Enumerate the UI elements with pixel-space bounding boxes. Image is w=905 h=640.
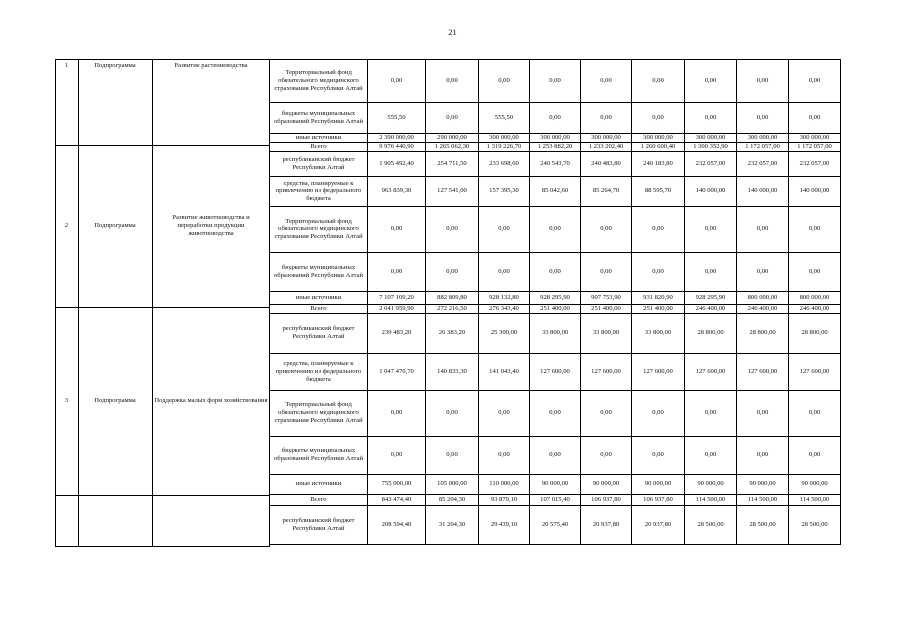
amount-cell: 0,00 xyxy=(685,390,737,436)
amount-cell: 140 000,00 xyxy=(789,176,841,206)
amount-cell: 300 000,00 xyxy=(789,134,841,143)
amount-cell: 0,00 xyxy=(737,252,789,291)
amount-cell: 0,00 xyxy=(530,60,581,103)
funding-source-cell: Территориальный фонд обязательного медицинского страхования Республики Алтай xyxy=(270,60,368,103)
table-row xyxy=(270,176,841,206)
funding-source-cell: Территориальный фонд обязательного медицинского страхования Республики Алтай xyxy=(270,390,368,436)
table-row xyxy=(270,390,841,436)
amount-cell: 0,00 xyxy=(685,206,737,252)
amount-cell: 300 000,00 xyxy=(530,134,581,143)
row-number: 2 xyxy=(64,221,69,229)
amount-cell: 90 000,00 xyxy=(632,474,685,494)
amount-cell: 107 015,40 xyxy=(530,494,581,505)
amount-cell: 300 000,00 xyxy=(737,134,789,143)
amount-cell: 246 400,00 xyxy=(737,304,789,313)
amount-cell: 141 043,40 xyxy=(479,353,530,390)
amount-cell: 555,50 xyxy=(368,103,426,134)
amount-cell: 9 976 440,90 xyxy=(368,143,426,152)
amount-cell: 33 800,00 xyxy=(530,313,581,353)
row-number: 3 xyxy=(64,396,69,404)
funding-source-cell: бюджеты муниципальных образований Республики Алтай xyxy=(270,252,368,291)
amount-cell: 1 253 882,20 xyxy=(530,143,581,152)
amount-cell: 127 541,00 xyxy=(426,176,479,206)
amount-cell: 240 543,70 xyxy=(530,151,581,176)
amount-cell: 0,00 xyxy=(789,252,841,291)
amount-cell: 0,00 xyxy=(581,252,632,291)
table-row xyxy=(270,103,841,134)
amount-cell: 127 600,00 xyxy=(737,353,789,390)
amount-cell: 20 575,40 xyxy=(530,505,581,544)
amount-cell: 29 439,10 xyxy=(479,505,530,544)
funding-source-cell: Всего xyxy=(270,304,368,313)
amount-cell: 0,00 xyxy=(479,390,530,436)
funding-source-cell: средства, планируемые к привлечению из федерального бюджета xyxy=(270,176,368,206)
table-row xyxy=(270,252,841,291)
amount-cell: 0,00 xyxy=(685,252,737,291)
amount-cell: 0,00 xyxy=(426,390,479,436)
amount-cell: 928 295,90 xyxy=(530,291,581,304)
amount-cell: 90 000,00 xyxy=(530,474,581,494)
amount-cell: 251 400,00 xyxy=(581,304,632,313)
amount-cell: 0,00 xyxy=(737,60,789,103)
amount-cell: 0,00 xyxy=(530,103,581,134)
amount-cell: 251 400,00 xyxy=(530,304,581,313)
amount-cell: 800 000,00 xyxy=(737,291,789,304)
amount-cell: 0,00 xyxy=(632,206,685,252)
amount-cell: 300 000,00 xyxy=(632,134,685,143)
funding-source-cell: иные источники xyxy=(270,474,368,494)
table-row xyxy=(270,206,841,252)
amount-cell: 93 879,10 xyxy=(479,494,530,505)
amount-cell: 157 395,30 xyxy=(479,176,530,206)
table-row xyxy=(270,143,841,152)
table-row xyxy=(270,436,841,474)
amount-cell: 928 295,90 xyxy=(685,291,737,304)
table-row xyxy=(270,291,841,304)
amount-cell: 106 937,80 xyxy=(632,494,685,505)
row-number: 1 xyxy=(64,62,69,69)
funding-source-cell: иные источники xyxy=(270,134,368,143)
amount-cell: 140 000,00 xyxy=(685,176,737,206)
amount-cell: 1 905 492,40 xyxy=(368,151,426,176)
row-type: Подпрограмма xyxy=(94,221,136,229)
amount-cell: 251 400,00 xyxy=(632,304,685,313)
amount-cell: 0,00 xyxy=(368,206,426,252)
amount-cell: 28 500,00 xyxy=(789,505,841,544)
amount-cell: 0,00 xyxy=(632,103,685,134)
amount-cell: 85 042,60 xyxy=(530,176,581,206)
funding-table xyxy=(269,59,841,545)
amount-cell: 272 216,50 xyxy=(426,304,479,313)
amount-cell: 20 937,80 xyxy=(632,505,685,544)
amount-cell: 20 937,80 xyxy=(581,505,632,544)
amount-cell: 2 390 000,00 xyxy=(368,134,426,143)
table-row xyxy=(270,474,841,494)
amount-cell: 233 698,60 xyxy=(479,151,530,176)
amount-cell: 290 000,00 xyxy=(426,134,479,143)
table-row xyxy=(270,313,841,353)
funding-source-cell: республиканский бюджет Республики Алтай xyxy=(270,151,368,176)
amount-cell: 127 600,00 xyxy=(530,353,581,390)
amount-cell: 90 000,00 xyxy=(581,474,632,494)
amount-cell: 28 800,00 xyxy=(685,313,737,353)
amount-cell: 963 839,30 xyxy=(368,176,426,206)
amount-cell: 0,00 xyxy=(426,206,479,252)
amount-cell: 33 800,00 xyxy=(632,313,685,353)
row-type: Подпрограмма xyxy=(94,396,136,404)
row-name: Поддержка малых форм хозяйствования xyxy=(154,396,268,404)
amount-cell: 0,00 xyxy=(632,252,685,291)
row-name: Развитие животноводства и переработки продукции животноводства xyxy=(172,213,250,238)
amount-cell: 0,00 xyxy=(737,103,789,134)
amount-cell: 127 600,00 xyxy=(581,353,632,390)
amount-cell: 127 600,00 xyxy=(632,353,685,390)
amount-cell: 0,00 xyxy=(632,390,685,436)
amount-cell: 114 500,00 xyxy=(737,494,789,505)
amount-cell: 0,00 xyxy=(426,60,479,103)
amount-cell: 28 800,00 xyxy=(789,313,841,353)
table-row xyxy=(270,60,841,103)
row-name: Развитие растениеводства xyxy=(174,62,248,69)
amount-cell: 0,00 xyxy=(737,436,789,474)
amount-cell: 0,00 xyxy=(581,103,632,134)
amount-cell: 127 600,00 xyxy=(789,353,841,390)
amount-cell: 239 483,20 xyxy=(368,313,426,353)
amount-cell: 1 265 062,30 xyxy=(426,143,479,152)
amount-cell: 928 132,80 xyxy=(479,291,530,304)
amount-cell: 0,00 xyxy=(685,436,737,474)
funding-source-cell: Всего xyxy=(270,143,368,152)
amount-cell: 240 483,80 xyxy=(581,151,632,176)
amount-cell: 0,00 xyxy=(581,436,632,474)
amount-cell: 105 000,00 xyxy=(426,474,479,494)
amount-cell: 843 474,40 xyxy=(368,494,426,505)
amount-cell: 0,00 xyxy=(479,60,530,103)
amount-cell: 931 820,90 xyxy=(632,291,685,304)
amount-cell: 0,00 xyxy=(479,206,530,252)
amount-cell: 26 383,20 xyxy=(426,313,479,353)
funding-source-cell: иные источники xyxy=(270,291,368,304)
page-number: 21 xyxy=(448,27,457,37)
amount-cell: 0,00 xyxy=(368,390,426,436)
amount-cell: 0,00 xyxy=(789,206,841,252)
amount-cell: 907 753,90 xyxy=(581,291,632,304)
amount-cell: 1 260 600,40 xyxy=(632,143,685,152)
amount-cell: 85 264,70 xyxy=(581,176,632,206)
amount-cell: 114 500,00 xyxy=(685,494,737,505)
amount-cell: 254 711,50 xyxy=(426,151,479,176)
amount-cell: 28 500,00 xyxy=(737,505,789,544)
amount-cell: 0,00 xyxy=(632,60,685,103)
amount-cell: 0,00 xyxy=(426,252,479,291)
amount-cell: 755 000,00 xyxy=(368,474,426,494)
amount-cell: 882 809,80 xyxy=(426,291,479,304)
table-row xyxy=(270,304,841,313)
amount-cell: 0,00 xyxy=(685,60,737,103)
amount-cell: 232 057,00 xyxy=(737,151,789,176)
amount-cell: 140 000,00 xyxy=(737,176,789,206)
amount-cell: 555,50 xyxy=(479,103,530,134)
amount-cell: 0,00 xyxy=(368,436,426,474)
amount-cell: 0,00 xyxy=(368,252,426,291)
amount-cell: 1 300 352,90 xyxy=(685,143,737,152)
amount-cell: 7 107 109,20 xyxy=(368,291,426,304)
amount-cell: 2 041 959,90 xyxy=(368,304,426,313)
amount-cell: 0,00 xyxy=(685,103,737,134)
funding-source-cell: республиканский бюджет Республики Алтай xyxy=(270,313,368,353)
amount-cell: 33 800,00 xyxy=(581,313,632,353)
amount-cell: 0,00 xyxy=(426,436,479,474)
block-divider-3 xyxy=(55,495,270,496)
amount-cell: 0,00 xyxy=(530,252,581,291)
amount-cell: 31 204,30 xyxy=(426,505,479,544)
table-row xyxy=(270,505,841,544)
funding-source-cell: бюджеты муниципальных образований Республики Алтай xyxy=(270,103,368,134)
amount-cell: 0,00 xyxy=(581,206,632,252)
amount-cell: 1 233 202,40 xyxy=(581,143,632,152)
amount-cell: 0,00 xyxy=(530,436,581,474)
amount-cell: 0,00 xyxy=(789,436,841,474)
amount-cell: 25 300,00 xyxy=(479,313,530,353)
amount-cell: 85 204,30 xyxy=(426,494,479,505)
amount-cell: 0,00 xyxy=(789,103,841,134)
amount-cell: 1 047 476,70 xyxy=(368,353,426,390)
amount-cell: 0,00 xyxy=(479,436,530,474)
amount-cell: 0,00 xyxy=(368,60,426,103)
amount-cell: 208 594,40 xyxy=(368,505,426,544)
amount-cell: 0,00 xyxy=(426,103,479,134)
amount-cell: 300 000,00 xyxy=(479,134,530,143)
amount-cell: 800 000,00 xyxy=(789,291,841,304)
funding-source-cell: средства, планируемые к привлечению из федерального бюджета xyxy=(270,353,368,390)
amount-cell: 0,00 xyxy=(530,206,581,252)
amount-cell: 114 500,00 xyxy=(789,494,841,505)
amount-cell: 246 400,00 xyxy=(789,304,841,313)
amount-cell: 0,00 xyxy=(530,390,581,436)
amount-cell: 127 600,00 xyxy=(685,353,737,390)
amount-cell: 240 183,80 xyxy=(632,151,685,176)
amount-cell: 232 057,00 xyxy=(789,151,841,176)
amount-cell: 90 000,00 xyxy=(789,474,841,494)
row-type: Подпрограмма xyxy=(94,62,136,69)
table-row xyxy=(270,134,841,143)
amount-cell: 0,00 xyxy=(632,436,685,474)
amount-cell: 0,00 xyxy=(479,252,530,291)
amount-cell: 28 500,00 xyxy=(685,505,737,544)
amount-cell: 106 937,80 xyxy=(581,494,632,505)
amount-cell: 1 172 057,00 xyxy=(737,143,789,152)
amount-cell: 232 057,00 xyxy=(685,151,737,176)
amount-cell: 1 319 226,70 xyxy=(479,143,530,152)
amount-cell: 300 000,00 xyxy=(685,134,737,143)
amount-cell: 28 800,00 xyxy=(737,313,789,353)
funding-source-cell: Всего xyxy=(270,494,368,505)
amount-cell: 1 172 057,00 xyxy=(789,143,841,152)
amount-cell: 0,00 xyxy=(789,390,841,436)
amount-cell: 88 595,70 xyxy=(632,176,685,206)
amount-cell: 0,00 xyxy=(789,60,841,103)
funding-source-cell: бюджеты муниципальных образований Республики Алтай xyxy=(270,436,368,474)
amount-cell: 110 000,00 xyxy=(479,474,530,494)
amount-cell: 90 000,00 xyxy=(685,474,737,494)
amount-cell: 0,00 xyxy=(581,390,632,436)
amount-cell: 276 343,40 xyxy=(479,304,530,313)
table-row xyxy=(270,494,841,505)
table-row xyxy=(270,353,841,390)
amount-cell: 0,00 xyxy=(581,60,632,103)
amount-cell: 0,00 xyxy=(737,390,789,436)
amount-cell: 140 833,30 xyxy=(426,353,479,390)
table-row xyxy=(270,151,841,176)
amount-cell: 0,00 xyxy=(737,206,789,252)
amount-cell: 300 000,00 xyxy=(581,134,632,143)
funding-source-cell: Территориальный фонд обязательного медицинского страхования Республики Алтай xyxy=(270,206,368,252)
funding-source-cell: республиканский бюджет Республики Алтай xyxy=(270,505,368,544)
amount-cell: 246 400,00 xyxy=(685,304,737,313)
amount-cell: 90 000,00 xyxy=(737,474,789,494)
